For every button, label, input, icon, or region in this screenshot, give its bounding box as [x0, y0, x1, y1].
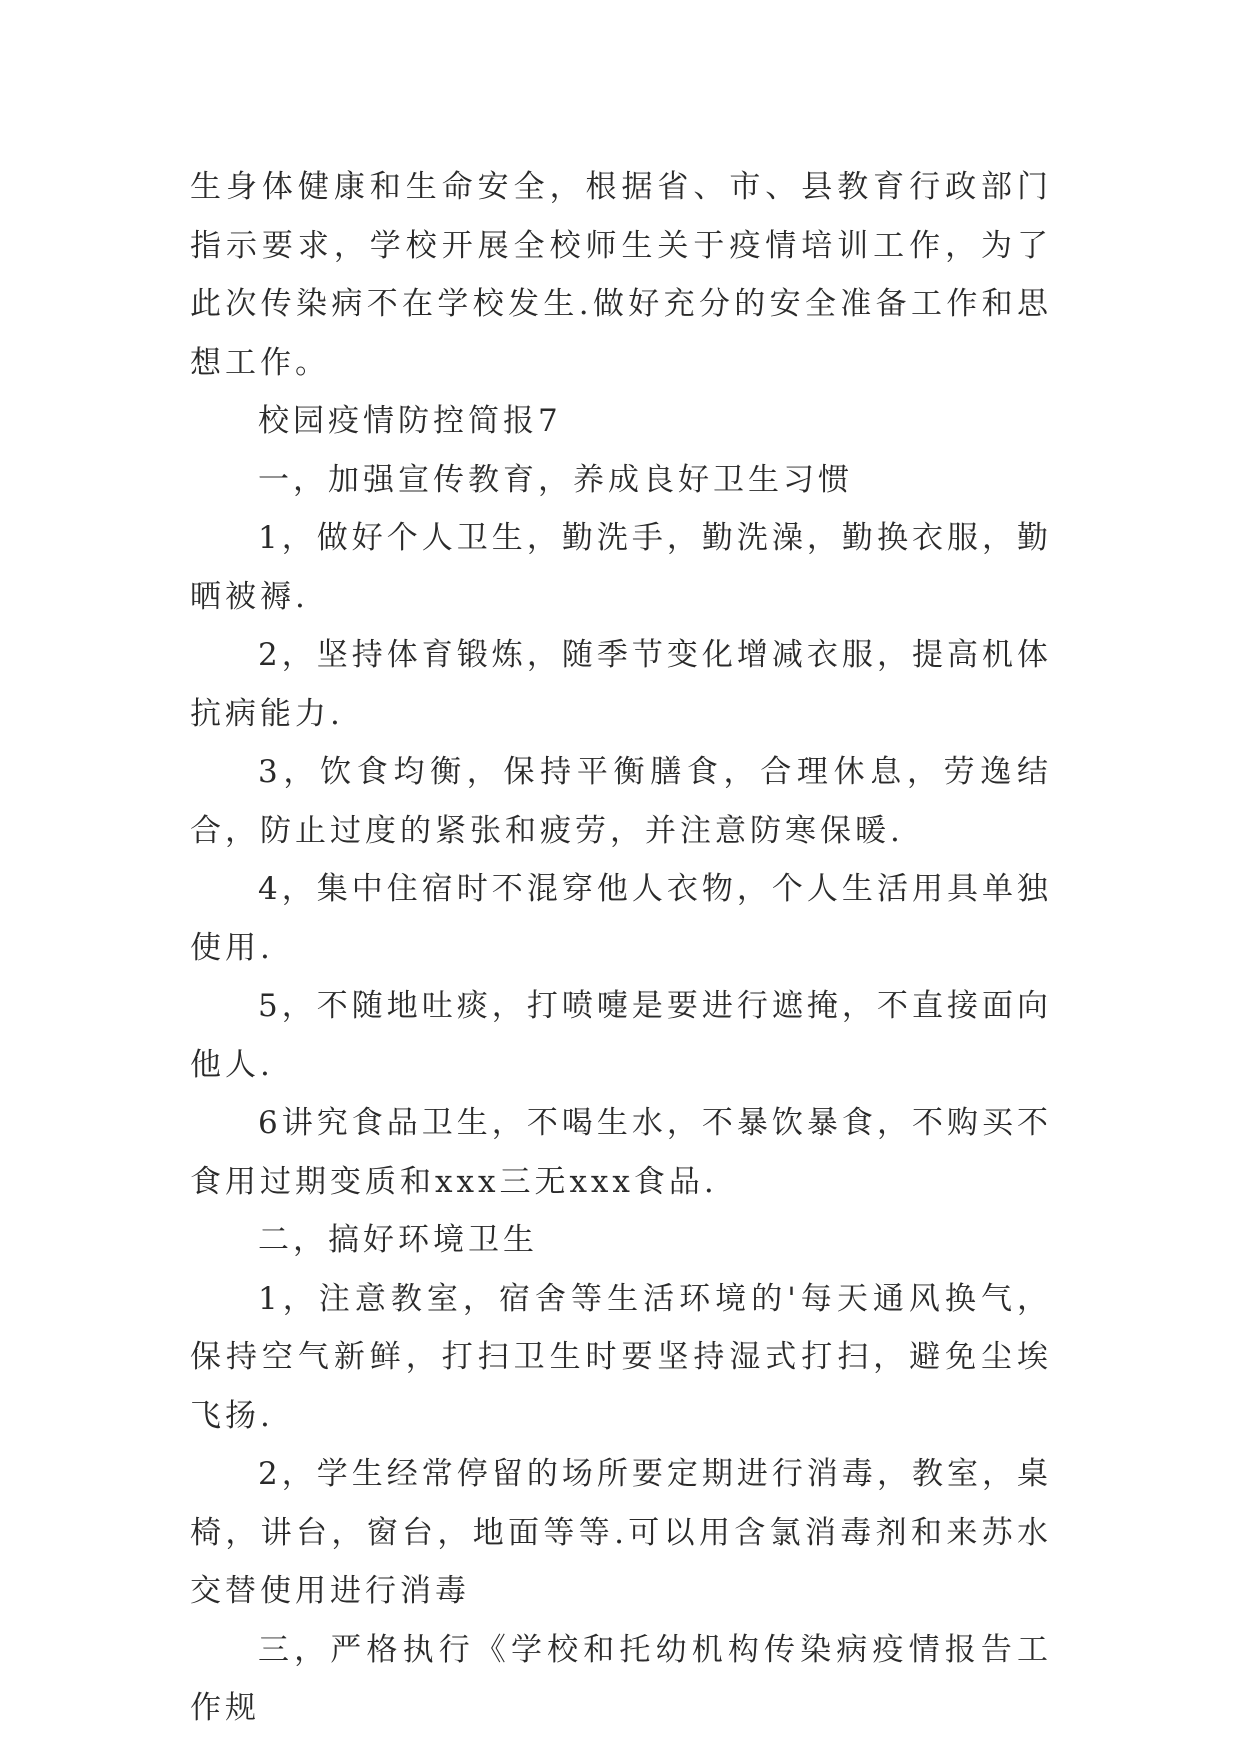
section-title: 校园疫情防控简报7 [258, 403, 562, 439]
list-item-1-3: 3，饮食均衡，保持平衡膳食，合理休息，劳逸结合，防止过度的紧张和疲劳，并注意防寒保暖. [190, 754, 1052, 849]
list-item-1-1: 1，做好个人卫生，勤洗手，勤洗澡，勤换衣服，勤晒被褥. [190, 520, 1052, 615]
paragraph-continuation: 生身体健康和生命安全，根据省、市、县教育行政部门指示要求，学校开展全校师生关于疫情培训工作，为了此次传染病不在学校发生.做好充分的安全准备工作和思想工作。 [190, 169, 1052, 381]
list-item-1-5: 5，不随地吐痰，打喷嚏是要进行遮掩，不直接面向他人. [190, 988, 1052, 1083]
list-item-1-4: 4，集中住宿时不混穿他人衣物，个人生活用具单独使用. [190, 871, 1052, 966]
document-body [190, 158, 1052, 1738]
list-item-1-2: 2，坚持体育锻炼，随季节变化增减衣服，提高机体抗病能力. [190, 637, 1052, 732]
heading-1: 一，加强宣传教育，养成良好卫生习惯 [258, 461, 853, 498]
list-item-2-1: 1，注意教室，宿舍等生活环境的'每天通风换气，保持空气新鲜，打扫卫生时要坚持湿式打扫，避免尘埃飞扬. [190, 1280, 1052, 1434]
heading-2: 二，搞好环境卫生 [258, 1222, 538, 1258]
list-item-2-2: 2，学生经常停留的场所要定期进行消毒，教室，桌椅，讲台，窗台，地面等等.可以用含氯消毒剂和来苏水交替使用进行消毒 [190, 1456, 1052, 1609]
list-item-1-6: 6讲究食品卫生，不喝生水，不暴饮暴食，不购买不食用过期变质和xxx三无xxx食品. [190, 1105, 1052, 1200]
heading-3: 三，严格执行《学校和托幼机构传染病疫情报告工作规 [190, 1631, 1052, 1726]
